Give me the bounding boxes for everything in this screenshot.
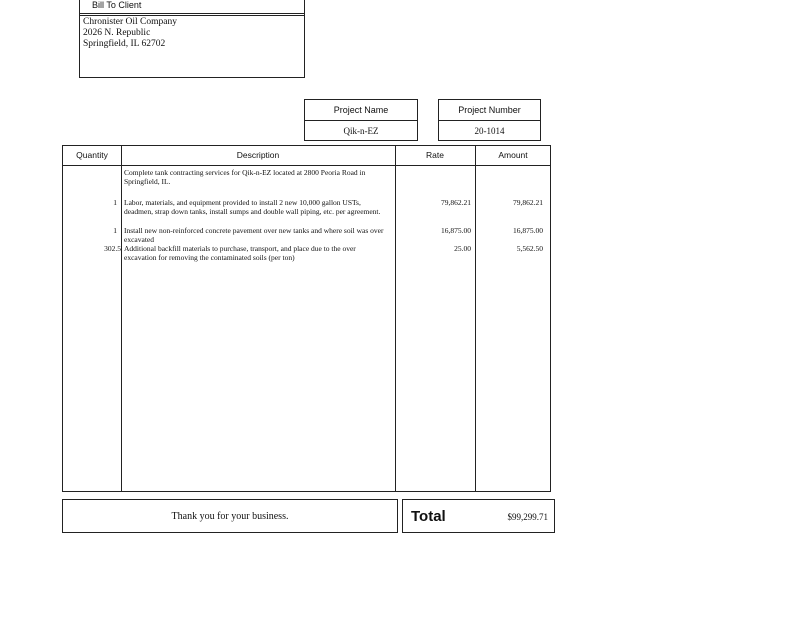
row-1-quantity: 1 [113, 198, 117, 207]
thank-you-box [62, 499, 398, 533]
header-rate: Rate [426, 150, 444, 160]
row-2-description: Install new non-reinforced concrete pavement over new tanks and where soil was over excavated [124, 226, 384, 244]
bill-to-line-3: Springfield, IL 62702 [83, 39, 166, 49]
line-items-table [62, 145, 551, 492]
bill-to-address [83, 17, 177, 50]
project-number-box [438, 99, 541, 141]
column-divider [475, 146, 476, 491]
bill-to-line-1: Chronister Oil Company [83, 17, 177, 27]
row-1-amount: 79,862.21 [513, 198, 543, 207]
bill-to-box [79, 0, 305, 78]
row-2-rate: 16,875.00 [441, 226, 471, 235]
thank-you-message: Thank you for your business. [171, 511, 289, 522]
row-3-quantity: 302.5 [104, 244, 121, 253]
project-name-label: Project Name [305, 100, 417, 121]
row-2-amount: 16,875.00 [513, 226, 543, 235]
total-value: $99,299.71 [507, 512, 548, 522]
column-divider [121, 146, 122, 491]
row-1-rate: 79,862.21 [441, 198, 471, 207]
row-3-rate: 25.00 [454, 244, 471, 253]
column-divider [395, 146, 396, 491]
project-number-value: 20-1014 [474, 126, 505, 136]
header-description: Description [236, 150, 280, 160]
row-1-description: Labor, materials, and equipment provided to install 2 new 10,000 gallon USTs, deadmen, strap down tanks, install sumps and double wall piping, etc. per agreement. [124, 198, 381, 216]
bill-to-header: Bill To Client [80, 0, 304, 14]
row-3-description: Additional backfill materials to purchase, transport, and place due to the over excavation for removing the contaminated soils (per ton) [124, 244, 356, 262]
bill-to-line-2: 2026 N. Republic [83, 28, 151, 38]
project-name-value: Qik-n-EZ [343, 126, 379, 136]
row-2-quantity: 1 [113, 226, 117, 235]
header-quantity: Quantity [76, 150, 108, 160]
bill-to-divider [80, 15, 304, 16]
total-label: Total [411, 508, 446, 525]
row-3-amount: 5,562.50 [516, 244, 543, 253]
intro-description: Complete tank contracting services for Qik-n-EZ located at 2800 Peoria Road in Springfield, IL. [124, 168, 366, 186]
table-header-row [63, 146, 550, 166]
total-box [402, 499, 555, 533]
project-number-label: Project Number [439, 100, 540, 121]
project-name-box [304, 99, 418, 141]
header-amount: Amount [498, 150, 528, 160]
